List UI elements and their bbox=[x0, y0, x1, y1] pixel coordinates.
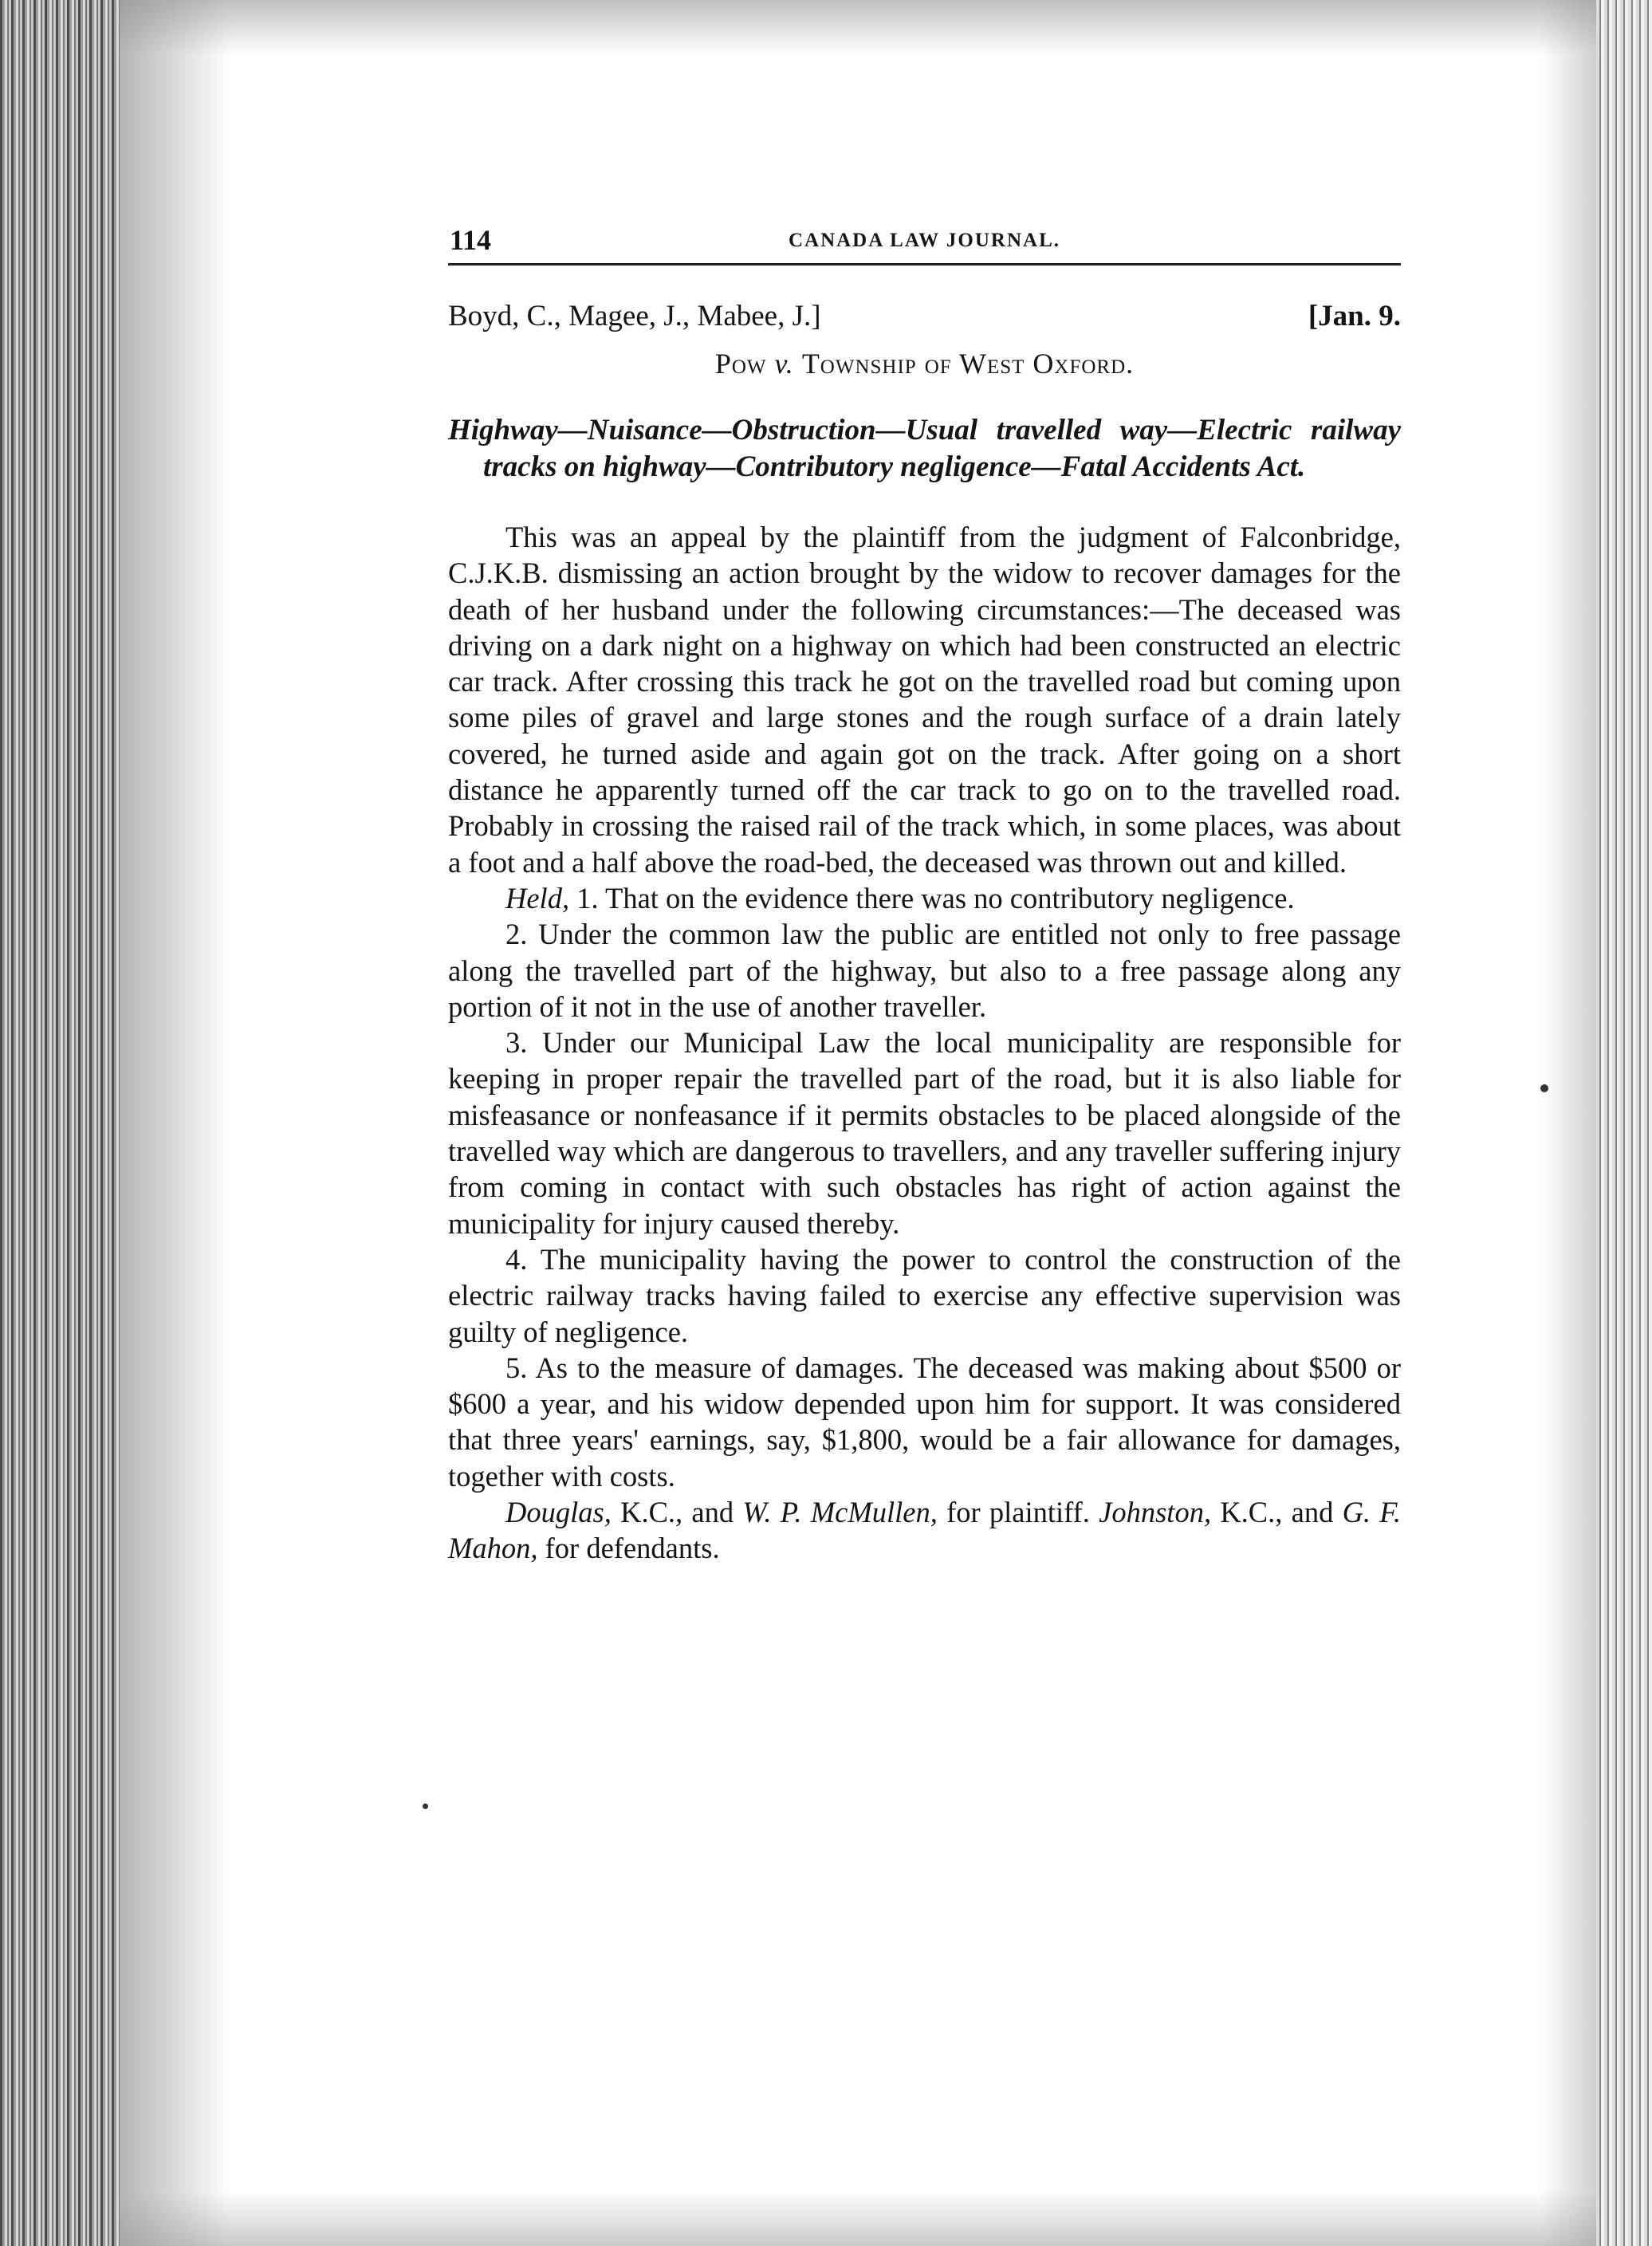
held-paragraph-1 bbox=[448, 880, 1401, 916]
counsel-text: K.C., and bbox=[611, 1496, 743, 1529]
scan-bottom-shadow bbox=[120, 2190, 1596, 2246]
scan-speck bbox=[1540, 1084, 1548, 1092]
court-line bbox=[448, 299, 1401, 336]
judges: Boyd, C., Magee, J., Mabee, J.] bbox=[448, 300, 821, 332]
counsel-name: Douglas, bbox=[505, 1496, 612, 1529]
scan-left-edge bbox=[0, 0, 120, 2246]
headnote: Highway—Nuisance—Obstruction—Usual travelled way—Electric railway tracks on highway—Contributory negligence—Fatal Accidents Act. bbox=[448, 414, 1401, 483]
plaintiff-name: Pow bbox=[714, 348, 767, 380]
journal-title: CANADA LAW JOURNAL. bbox=[788, 230, 1061, 251]
page-number: 114 bbox=[450, 224, 492, 256]
versus: v. bbox=[774, 348, 794, 380]
counsel-text: for plaintiff. bbox=[937, 1496, 1099, 1529]
held-paragraph-3: 3. Under our Municipal Law the local municipality are responsible for keeping in proper repair the travelled part of the road, but it is also liable for misfeasance or nonfeasance if it permits obstacles to be placed alongside of the travelled way which are dangerous to travellers, and any traveller suffering injury from coming in contact with such obstacles has right of action against the municipality for injury caused thereby. bbox=[448, 1026, 1401, 1240]
judgment-body bbox=[448, 519, 1401, 1567]
held-paragraph-4: 4. The municipality having the power to control the construction of the electric railway tracks having failed to exercise any effective supervision was guilty of negligence. bbox=[448, 1242, 1401, 1348]
scan-left-shadow bbox=[120, 0, 231, 2246]
counsel-text: for defendants. bbox=[537, 1532, 720, 1565]
journal-page bbox=[448, 223, 1401, 1567]
scan-speck bbox=[423, 1803, 428, 1809]
decision-date: [Jan. 9. bbox=[1308, 300, 1401, 332]
counsel-paragraph bbox=[448, 1494, 1401, 1567]
defendant-name: Township of West Oxford. bbox=[801, 348, 1135, 380]
running-head bbox=[448, 223, 1401, 266]
scan-right-shadow bbox=[1540, 0, 1596, 2246]
held-paragraph-5: 5. As to the measure of damages. The deceased was making about $500 or $600 a year, and his widow depended upon him for support. It was considered that three years' earnings, say, $1,800, would be a fair allowance for damages, together with costs. bbox=[448, 1351, 1401, 1493]
held-label: Held, bbox=[505, 881, 570, 915]
counsel-text: K.C., and bbox=[1211, 1496, 1343, 1529]
intro-paragraph: This was an appeal by the plaintiff from the judgment of Falconbridge, C.J.K.B. dismissing an action brought by the widow to recover damages for the death of her husband under the following circumstances:—The deceased was driving on a dark night on a highway on which had been constructed an electric car track. After crossing this track he got on the travelled road but coming upon some piles of gravel and large stones and the rough surface of a drain lately covered, he turned aside and again got on the track. After going on a short distance he apparently turned off the car track to go on to the travelled road. Probably in crossing the raised rail of the track which, in some places, was about a foot and a half above the road-bed, the deceased was thrown out and killed. bbox=[448, 521, 1401, 879]
scan-top-shadow bbox=[120, 0, 1596, 56]
held-1-text: 1. That on the evidence there was no contributory negligence. bbox=[576, 881, 1295, 915]
counsel-name: G. F. Mahon, bbox=[448, 1496, 1402, 1565]
case-title bbox=[448, 347, 1401, 380]
held-paragraph-2: 2. Under the common law the public are entitled not only to free passage along the travelled part of the highway, but also to a free passage along any portion of it not in the use of another traveller. bbox=[448, 918, 1401, 1023]
counsel-name: Johnston, bbox=[1099, 1496, 1212, 1529]
scan-right-edge bbox=[1596, 0, 1652, 2246]
counsel-name: W. P. McMullen, bbox=[742, 1496, 938, 1529]
